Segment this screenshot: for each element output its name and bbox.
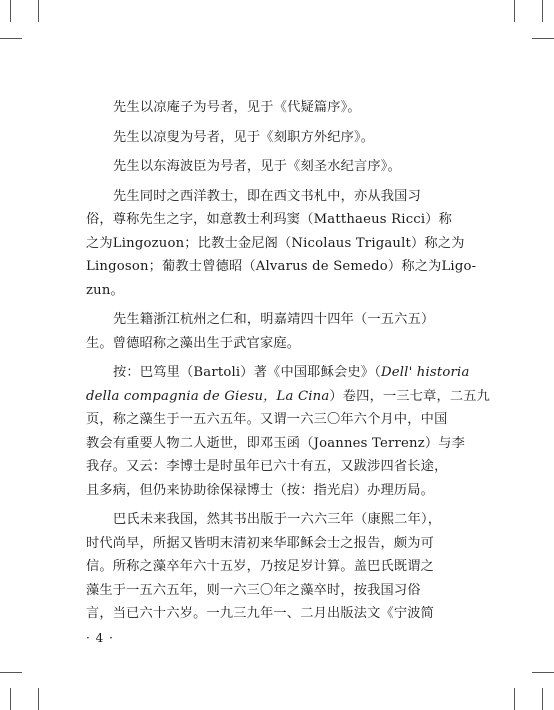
text-line: 时代尚早，所据又皆明末清初来华耶稣会士之报告，颇为可 [86, 535, 435, 551]
text-line [86, 361, 472, 385]
paragraph-7 [86, 508, 472, 626]
text-line: 教会有重要人物二人逝世，即邓玉函（Joannes Terrenz）与李 [86, 435, 466, 451]
crop-mark-right-top [532, 38, 554, 39]
text-line: Lingoson；葡教士曾德昭（Alvarus de Semedo）称之为Ligo- [86, 259, 477, 274]
text-line [86, 385, 491, 409]
crop-mark-top-left-a [10, 0, 11, 22]
crop-mark-left-bottom [0, 672, 22, 673]
text-line: 且多病，但仍来协助徐保禄博士（按：指光启）办理历局。 [86, 482, 435, 498]
text-line: 言，当已六十六岁。一九三九年一、二月出版法文《宁波简 [86, 606, 435, 621]
text-line: 信。所称之藻卒年六十五岁，乃按足岁计算。盖巴氏既谓之 [86, 559, 435, 574]
text-line: 页，称之藻生于一五六五年。又谓一六三〇年六个月中，中国 [86, 412, 448, 427]
text-line: zun。 [86, 282, 124, 298]
paragraph-3 [86, 155, 472, 179]
paragraph-2 [86, 126, 472, 150]
text-line: 巴氏未来我国，然其书出版于一六六三年（康熙二年）， [113, 512, 442, 527]
italic-book-title: La Cina [276, 388, 330, 404]
crop-mark-bottom-right-a [514, 688, 515, 710]
crop-mark-right-bottom [532, 672, 554, 673]
text-line: 先生同时之西洋教士，即在西文书札中，亦从我国习 [113, 188, 421, 204]
crop-mark-top-right-b [542, 0, 543, 22]
text-line: 先生以凉叟为号者，见于《刻职方外纪序》。 [113, 129, 375, 145]
paragraph-1 [86, 96, 472, 120]
text-line: 生。曾德昭称之藻出生于武官家庭。 [86, 335, 301, 351]
text-segment: 按：巴笃里（Bartoli）著《中国耶稣会史》（ [113, 365, 381, 380]
crop-mark-bottom-left-a [10, 688, 11, 710]
text-line: 俗，尊称先生之字，如意教士利玛窦（Matthaeus Ricci）称 [86, 212, 453, 227]
paragraph-4 [86, 185, 477, 303]
text-line: 之为Lingozuon；比教士金尼阁（Nicolaus Trigault）称之为 [86, 235, 465, 251]
crop-mark-top-right-a [514, 0, 515, 22]
text-line: 我存。又云：李博士是时虽年已六十有五，又跋涉四省长途， [86, 459, 448, 474]
crop-mark-top-left-b [38, 0, 39, 22]
italic-book-title: della compagnia de Giesu， [86, 388, 277, 404]
crop-mark-bottom-right-b [542, 688, 543, 710]
body-text [86, 96, 491, 626]
text-line: 先生以东海波臣为号者，见于《刻圣水纪言序》。 [113, 159, 401, 174]
text-line: 先生以凉庵子为号者，见于《代疑篇序》。 [113, 100, 361, 115]
text-segment: ）卷四，一三七章，二五九 [329, 388, 491, 404]
text-line: 先生籍浙江杭州之仁和，明嘉靖四十四年（一五六五） [113, 312, 435, 327]
paragraph-6 [86, 361, 491, 502]
crop-mark-bottom-left-b [38, 688, 39, 710]
crop-mark-left-top [0, 38, 22, 39]
text-line: 藻生于一五六五年，则一六三〇年之藻卒时，按我国习俗 [86, 582, 421, 598]
page-number: · 4 · [86, 631, 114, 645]
italic-book-title: Dell' historia [380, 365, 470, 380]
paragraph-5 [86, 308, 472, 355]
